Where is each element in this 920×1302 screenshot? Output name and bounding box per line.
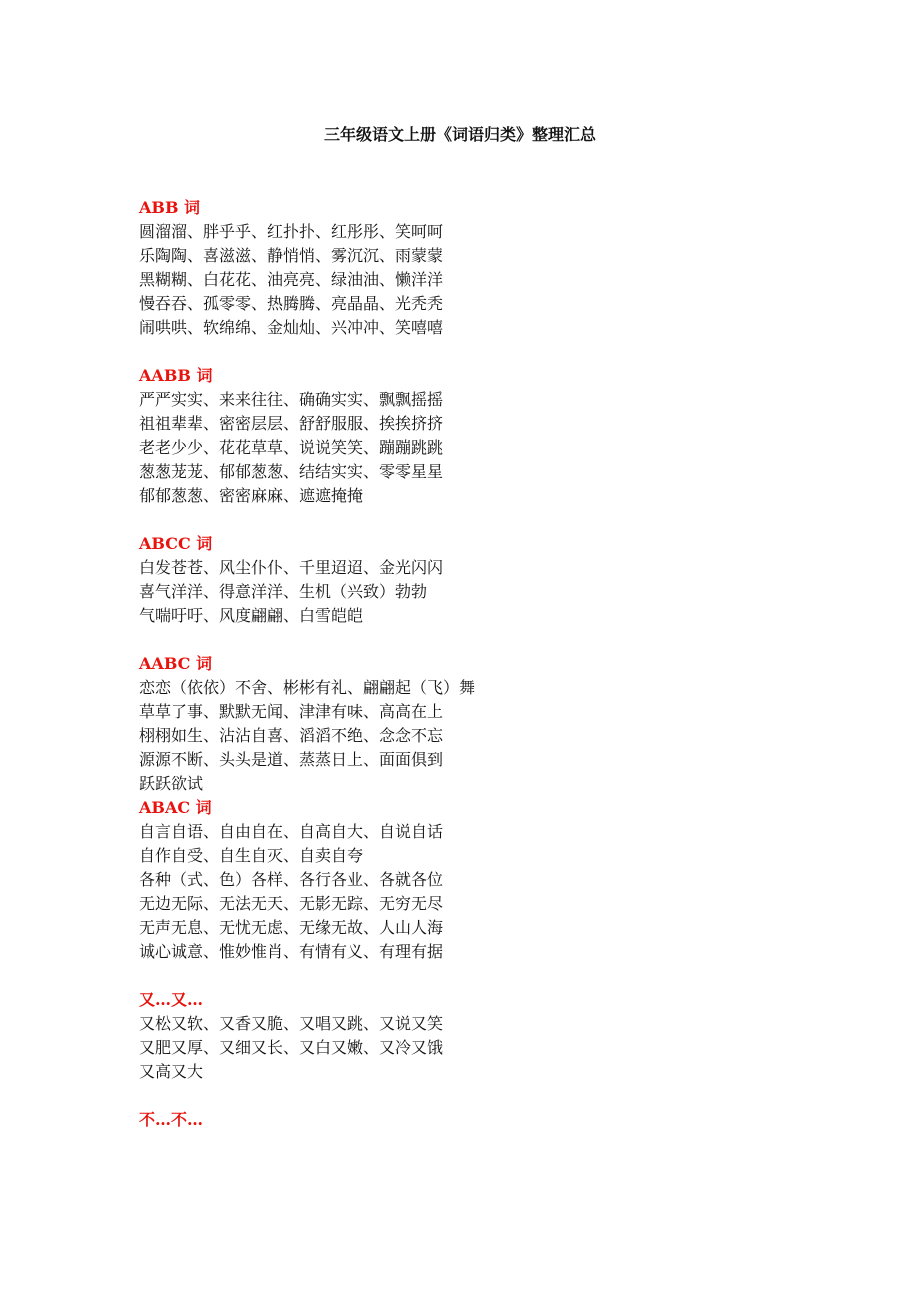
word-line: 又肥又厚、又细又长、又白又嫩、又冷又饿	[139, 1038, 444, 1057]
word-line: 草草了事、默默无闻、津津有味、高高在上	[139, 702, 444, 721]
section-aabc	[139, 652, 699, 796]
spacer	[139, 964, 699, 988]
word-line: 黑糊糊、白花花、油亮亮、绿油油、懒洋洋	[139, 270, 444, 289]
section-heading: ABB 词	[139, 198, 201, 217]
section-heading: ABAC 词	[139, 798, 212, 817]
section-abac	[139, 796, 699, 964]
document-body	[139, 196, 699, 1132]
word-line: 喜气洋洋、得意洋洋、生机（兴致）勃勃	[139, 582, 428, 601]
section-you-you	[139, 988, 699, 1084]
section-heading: 不…不…	[139, 1110, 204, 1129]
section-abcc	[139, 532, 699, 628]
word-line: 无声无息、无忧无虑、无缘无故、人山人海	[139, 918, 444, 937]
page-title: 三年级语文上册《词语归类》整理汇总	[323, 125, 596, 144]
spacer	[139, 508, 699, 532]
word-line: 严严实实、来来往往、确确实实、飘飘摇摇	[139, 390, 444, 409]
word-line: 诚心诚意、惟妙惟肖、有情有义、有理有据	[139, 942, 444, 961]
word-line: 慢吞吞、孤零零、热腾腾、亮晶晶、光秃秃	[139, 294, 444, 313]
spacer	[139, 340, 699, 364]
word-line: 郁郁葱葱、密密麻麻、遮遮掩掩	[139, 486, 364, 505]
word-line: 各种（式、色）各样、各行各业、各就各位	[139, 870, 444, 889]
section-heading: 又…又…	[139, 990, 204, 1009]
word-line: 无边无际、无法无天、无影无踪、无穷无尽	[139, 894, 444, 913]
section-bu-bu	[139, 1108, 699, 1132]
spacer	[139, 1084, 699, 1108]
word-line: 跃跃欲试	[139, 774, 204, 793]
word-line: 白发苍苍、风尘仆仆、千里迢迢、金光闪闪	[139, 558, 444, 577]
word-line: 栩栩如生、沾沾自喜、滔滔不绝、念念不忘	[139, 726, 444, 745]
word-line: 祖祖辈辈、密密层层、舒舒服服、挨挨挤挤	[139, 414, 444, 433]
word-line: 自作自受、自生自灭、自卖自夸	[139, 846, 364, 865]
word-line: 自言自语、自由自在、自高自大、自说自话	[139, 822, 444, 841]
word-line: 圆溜溜、胖乎乎、红扑扑、红彤彤、笑呵呵	[139, 222, 444, 241]
word-line: 闹哄哄、软绵绵、金灿灿、兴冲冲、笑嘻嘻	[139, 318, 444, 337]
word-line: 气喘吁吁、风度翩翩、白雪皑皑	[139, 606, 364, 625]
section-heading: AABB 词	[139, 366, 213, 385]
section-heading: ABCC 词	[139, 534, 213, 553]
word-line: 老老少少、花花草草、说说笑笑、蹦蹦跳跳	[139, 438, 444, 457]
section-aabb	[139, 364, 699, 508]
spacer	[139, 628, 699, 652]
word-line: 恋恋（依依）不舍、彬彬有礼、翩翩起（飞）舞	[139, 678, 476, 697]
section-abb	[139, 196, 699, 340]
word-line: 乐陶陶、喜滋滋、静悄悄、雾沉沉、雨蒙蒙	[139, 246, 444, 265]
word-line: 葱葱茏茏、郁郁葱葱、结结实实、零零星星	[139, 462, 444, 481]
word-line: 又松又软、又香又脆、又唱又跳、又说又笑	[139, 1014, 444, 1033]
section-heading: AABC 词	[139, 654, 212, 673]
word-line: 源源不断、头头是道、蒸蒸日上、面面俱到	[139, 750, 444, 769]
word-line: 又高又大	[139, 1062, 204, 1081]
